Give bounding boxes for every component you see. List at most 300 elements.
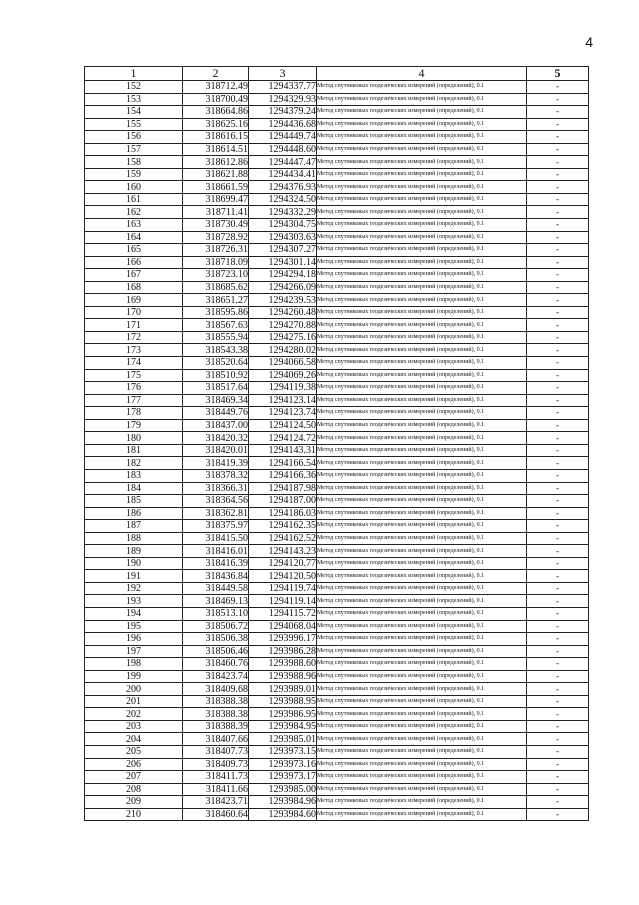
- method-cell: Метод спутниковых геодезических измерений (определений), 0.1: [317, 106, 527, 119]
- error-cell: -: [527, 720, 589, 733]
- method-cell: Метод спутниковых геодезических измерений (определений), 0.1: [317, 595, 527, 608]
- y-coordinate-cell: 1293996.17: [249, 633, 317, 646]
- table-row: [85, 708, 589, 721]
- table-row: [85, 545, 589, 558]
- point-number-cell: 180: [85, 432, 183, 445]
- error-cell: -: [527, 645, 589, 658]
- error-cell: -: [527, 118, 589, 131]
- table-row: [85, 520, 589, 533]
- y-coordinate-cell: 1294376.93: [249, 181, 317, 194]
- point-number-cell: 194: [85, 607, 183, 620]
- table-row: [85, 382, 589, 395]
- y-coordinate-cell: 1294266.09: [249, 281, 317, 294]
- point-number-cell: 201: [85, 695, 183, 708]
- error-cell: -: [527, 432, 589, 445]
- method-cell: Метод спутниковых геодезических измерений (определений), 0.1: [317, 193, 527, 206]
- y-coordinate-cell: 1293984.95: [249, 720, 317, 733]
- table-row: [85, 181, 589, 194]
- error-cell: -: [527, 520, 589, 533]
- point-number-cell: 159: [85, 168, 183, 181]
- x-coordinate-cell: 318506.38: [183, 633, 249, 646]
- coordinates-table: [84, 66, 589, 821]
- table-row: [85, 106, 589, 119]
- error-cell: -: [527, 382, 589, 395]
- y-coordinate-cell: 1293973.17: [249, 771, 317, 784]
- method-cell: Метод спутниковых геодезических измерений (определений), 0.1: [317, 658, 527, 671]
- y-coordinate-cell: 1294275.16: [249, 331, 317, 344]
- y-coordinate-cell: 1294307.27: [249, 244, 317, 257]
- y-coordinate-cell: 1294379.24: [249, 106, 317, 119]
- error-cell: -: [527, 658, 589, 671]
- point-number-cell: 175: [85, 369, 183, 382]
- point-number-cell: 164: [85, 231, 183, 244]
- y-coordinate-cell: 1294119.14: [249, 595, 317, 608]
- y-coordinate-cell: 1293985.00: [249, 783, 317, 796]
- x-coordinate-cell: 318616.15: [183, 131, 249, 144]
- table-row: [85, 444, 589, 457]
- error-cell: -: [527, 582, 589, 595]
- method-cell: Метод спутниковых геодезических измерений (определений), 0.1: [317, 419, 527, 432]
- method-cell: Метод спутниковых геодезических измерений (определений), 0.1: [317, 93, 527, 106]
- point-number-cell: 182: [85, 457, 183, 470]
- table-row: [85, 156, 589, 169]
- table-row: [85, 758, 589, 771]
- error-cell: -: [527, 495, 589, 508]
- method-cell: Метод спутниковых геодезических измерений (определений), 0.1: [317, 620, 527, 633]
- error-cell: -: [527, 369, 589, 382]
- point-number-cell: 161: [85, 193, 183, 206]
- x-coordinate-cell: 318416.39: [183, 557, 249, 570]
- y-coordinate-cell: 1294068.04: [249, 620, 317, 633]
- y-coordinate-cell: 1293984.60: [249, 808, 317, 821]
- point-number-cell: 187: [85, 520, 183, 533]
- y-coordinate-cell: 1294143.31: [249, 444, 317, 457]
- y-coordinate-cell: 1294143.23: [249, 545, 317, 558]
- method-cell: Метод спутниковых геодезических измерений (определений), 0.1: [317, 670, 527, 683]
- header-col-2: 2: [183, 67, 249, 81]
- point-number-cell: 196: [85, 633, 183, 646]
- table-row: [85, 771, 589, 784]
- error-cell: -: [527, 407, 589, 420]
- method-cell: Метод спутниковых геодезических измерений (определений), 0.1: [317, 520, 527, 533]
- method-cell: Метод спутниковых геодезических измерений (определений), 0.1: [317, 444, 527, 457]
- table-body: [85, 81, 589, 821]
- table-row: [85, 507, 589, 520]
- x-coordinate-cell: 318661.59: [183, 181, 249, 194]
- y-coordinate-cell: 1294449.74: [249, 131, 317, 144]
- method-cell: Метод спутниковых геодезических измерений (определений), 0.1: [317, 432, 527, 445]
- method-cell: Метод спутниковых геодезических измерений (определений), 0.1: [317, 645, 527, 658]
- table-row: [85, 796, 589, 809]
- x-coordinate-cell: 318730.49: [183, 219, 249, 232]
- point-number-cell: 168: [85, 281, 183, 294]
- error-cell: -: [527, 695, 589, 708]
- method-cell: Метод спутниковых геодезических измерений (определений), 0.1: [317, 156, 527, 169]
- table-row: [85, 595, 589, 608]
- method-cell: Метод спутниковых геодезических измерений (определений), 0.1: [317, 607, 527, 620]
- y-coordinate-cell: 1294124.72: [249, 432, 317, 445]
- table-row: [85, 582, 589, 595]
- x-coordinate-cell: 318366.31: [183, 482, 249, 495]
- point-number-cell: 199: [85, 670, 183, 683]
- error-cell: -: [527, 131, 589, 144]
- table-row: [85, 620, 589, 633]
- method-cell: Метод спутниковых геодезических измерений (определений), 0.1: [317, 683, 527, 696]
- table-row: [85, 394, 589, 407]
- point-number-cell: 208: [85, 783, 183, 796]
- error-cell: -: [527, 306, 589, 319]
- table-row: [85, 658, 589, 671]
- x-coordinate-cell: 318712.49: [183, 81, 249, 94]
- x-coordinate-cell: 318460.76: [183, 658, 249, 671]
- y-coordinate-cell: 1294448.60: [249, 143, 317, 156]
- method-cell: Метод спутниковых геодезических измерений (определений), 0.1: [317, 695, 527, 708]
- table-row: [85, 419, 589, 432]
- point-number-cell: 209: [85, 796, 183, 809]
- table-row: [85, 244, 589, 257]
- x-coordinate-cell: 318416.01: [183, 545, 249, 558]
- table-row: [85, 808, 589, 821]
- error-cell: -: [527, 444, 589, 457]
- point-number-cell: 210: [85, 808, 183, 821]
- x-coordinate-cell: 318621.88: [183, 168, 249, 181]
- y-coordinate-cell: 1294119.38: [249, 382, 317, 395]
- method-cell: Метод спутниковых геодезических измерений (определений), 0.1: [317, 708, 527, 721]
- error-cell: -: [527, 507, 589, 520]
- method-cell: Метод спутниковых геодезических измерений (определений), 0.1: [317, 81, 527, 94]
- error-cell: -: [527, 256, 589, 269]
- point-number-cell: 157: [85, 143, 183, 156]
- point-number-cell: 167: [85, 269, 183, 282]
- error-cell: -: [527, 570, 589, 583]
- x-coordinate-cell: 318718.09: [183, 256, 249, 269]
- y-coordinate-cell: 1293985.01: [249, 733, 317, 746]
- x-coordinate-cell: 318407.73: [183, 745, 249, 758]
- table-row: [85, 93, 589, 106]
- table-row: [85, 193, 589, 206]
- table-header-row: [85, 67, 589, 81]
- point-number-cell: 163: [85, 219, 183, 232]
- method-cell: Метод спутниковых геодезических измерений (определений), 0.1: [317, 143, 527, 156]
- method-cell: Метод спутниковых геодезических измерений (определений), 0.1: [317, 394, 527, 407]
- y-coordinate-cell: 1293973.15: [249, 745, 317, 758]
- x-coordinate-cell: 318375.97: [183, 520, 249, 533]
- method-cell: Метод спутниковых геодезических измерений (определений), 0.1: [317, 407, 527, 420]
- table-row: [85, 331, 589, 344]
- error-cell: -: [527, 206, 589, 219]
- y-coordinate-cell: 1294301.14: [249, 256, 317, 269]
- table-row: [85, 607, 589, 620]
- x-coordinate-cell: 318420.32: [183, 432, 249, 445]
- point-number-cell: 191: [85, 570, 183, 583]
- table-row: [85, 256, 589, 269]
- x-coordinate-cell: 318543.38: [183, 344, 249, 357]
- x-coordinate-cell: 318460.64: [183, 808, 249, 821]
- point-number-cell: 189: [85, 545, 183, 558]
- table-row: [85, 281, 589, 294]
- error-cell: -: [527, 193, 589, 206]
- point-number-cell: 162: [85, 206, 183, 219]
- point-number-cell: 177: [85, 394, 183, 407]
- error-cell: -: [527, 294, 589, 307]
- method-cell: Метод спутниковых геодезических измерений (определений), 0.1: [317, 557, 527, 570]
- error-cell: -: [527, 708, 589, 721]
- error-cell: -: [527, 545, 589, 558]
- y-coordinate-cell: 1293988.96: [249, 670, 317, 683]
- point-number-cell: 172: [85, 331, 183, 344]
- x-coordinate-cell: 318423.74: [183, 670, 249, 683]
- method-cell: Метод спутниковых геодезических измерений (определений), 0.1: [317, 532, 527, 545]
- error-cell: -: [527, 796, 589, 809]
- point-number-cell: 203: [85, 720, 183, 733]
- point-number-cell: 169: [85, 294, 183, 307]
- x-coordinate-cell: 318728.92: [183, 231, 249, 244]
- error-cell: -: [527, 733, 589, 746]
- method-cell: Метод спутниковых геодезических измерений (определений), 0.1: [317, 570, 527, 583]
- point-number-cell: 184: [85, 482, 183, 495]
- point-number-cell: 200: [85, 683, 183, 696]
- y-coordinate-cell: 1293986.28: [249, 645, 317, 658]
- point-number-cell: 156: [85, 131, 183, 144]
- method-cell: Метод спутниковых геодезических измерений (определений), 0.1: [317, 281, 527, 294]
- table-row: [85, 131, 589, 144]
- error-cell: -: [527, 783, 589, 796]
- point-number-cell: 195: [85, 620, 183, 633]
- method-cell: Метод спутниковых геодезических измерений (определений), 0.1: [317, 758, 527, 771]
- method-cell: Метод спутниковых геодезических измерений (определений), 0.1: [317, 168, 527, 181]
- y-coordinate-cell: 1294069.26: [249, 369, 317, 382]
- point-number-cell: 206: [85, 758, 183, 771]
- x-coordinate-cell: 318409.68: [183, 683, 249, 696]
- method-cell: Метод спутниковых геодезических измерений (определений), 0.1: [317, 344, 527, 357]
- point-number-cell: 193: [85, 595, 183, 608]
- y-coordinate-cell: 1294294.18: [249, 269, 317, 282]
- y-coordinate-cell: 1294337.77: [249, 81, 317, 94]
- point-number-cell: 183: [85, 469, 183, 482]
- y-coordinate-cell: 1294123.74: [249, 407, 317, 420]
- table-row: [85, 695, 589, 708]
- x-coordinate-cell: 318436.84: [183, 570, 249, 583]
- method-cell: Метод спутниковых геодезических измерений (определений), 0.1: [317, 269, 527, 282]
- y-coordinate-cell: 1294187.98: [249, 482, 317, 495]
- y-coordinate-cell: 1294436.68: [249, 118, 317, 131]
- method-cell: Метод спутниковых геодезических измерений (определений), 0.1: [317, 206, 527, 219]
- table-row: [85, 319, 589, 332]
- error-cell: -: [527, 620, 589, 633]
- point-number-cell: 158: [85, 156, 183, 169]
- x-coordinate-cell: 318625.16: [183, 118, 249, 131]
- point-number-cell: 153: [85, 93, 183, 106]
- method-cell: Метод спутниковых геодезических измерений (определений), 0.1: [317, 545, 527, 558]
- error-cell: -: [527, 595, 589, 608]
- table-row: [85, 118, 589, 131]
- table-row: [85, 469, 589, 482]
- x-coordinate-cell: 318437.00: [183, 419, 249, 432]
- method-cell: Метод спутниковых геодезических измерений (определений), 0.1: [317, 306, 527, 319]
- x-coordinate-cell: 318364.56: [183, 495, 249, 508]
- y-coordinate-cell: 1294447.47: [249, 156, 317, 169]
- table-row: [85, 733, 589, 746]
- error-cell: -: [527, 143, 589, 156]
- y-coordinate-cell: 1294270.88: [249, 319, 317, 332]
- x-coordinate-cell: 318567.63: [183, 319, 249, 332]
- x-coordinate-cell: 318449.76: [183, 407, 249, 420]
- table-row: [85, 357, 589, 370]
- x-coordinate-cell: 318685.62: [183, 281, 249, 294]
- method-cell: Метод спутниковых геодезических измерений (определений), 0.1: [317, 507, 527, 520]
- x-coordinate-cell: 318723.10: [183, 269, 249, 282]
- point-number-cell: 178: [85, 407, 183, 420]
- error-cell: -: [527, 344, 589, 357]
- table-row: [85, 720, 589, 733]
- table-row: [85, 745, 589, 758]
- y-coordinate-cell: 1293988.95: [249, 695, 317, 708]
- point-number-cell: 188: [85, 532, 183, 545]
- error-cell: -: [527, 81, 589, 94]
- point-number-cell: 198: [85, 658, 183, 671]
- method-cell: Метод спутниковых геодезических измерений (определений), 0.1: [317, 745, 527, 758]
- error-cell: -: [527, 394, 589, 407]
- error-cell: -: [527, 156, 589, 169]
- x-coordinate-cell: 318506.72: [183, 620, 249, 633]
- error-cell: -: [527, 633, 589, 646]
- y-coordinate-cell: 1294119.74: [249, 582, 317, 595]
- method-cell: Метод спутниковых геодезических измерений (определений), 0.1: [317, 231, 527, 244]
- method-cell: Метод спутниковых геодезических измерений (определений), 0.1: [317, 633, 527, 646]
- method-cell: Метод спутниковых геодезических измерений (определений), 0.1: [317, 256, 527, 269]
- point-number-cell: 160: [85, 181, 183, 194]
- table-row: [85, 206, 589, 219]
- method-cell: Метод спутниковых геодезических измерений (определений), 0.1: [317, 131, 527, 144]
- x-coordinate-cell: 318651.27: [183, 294, 249, 307]
- method-cell: Метод спутниковых геодезических измерений (определений), 0.1: [317, 720, 527, 733]
- table-row: [85, 645, 589, 658]
- y-coordinate-cell: 1294124.50: [249, 419, 317, 432]
- method-cell: Метод спутниковых геодезических измерений (определений), 0.1: [317, 244, 527, 257]
- header-col-5: 5: [527, 67, 589, 81]
- table-row: [85, 482, 589, 495]
- table-row: [85, 432, 589, 445]
- error-cell: -: [527, 331, 589, 344]
- x-coordinate-cell: 318388.38: [183, 708, 249, 721]
- error-cell: -: [527, 269, 589, 282]
- y-coordinate-cell: 1293986.95: [249, 708, 317, 721]
- method-cell: Метод спутниковых геодезических измерений (определений), 0.1: [317, 357, 527, 370]
- error-cell: -: [527, 168, 589, 181]
- error-cell: -: [527, 469, 589, 482]
- y-coordinate-cell: 1294115.72: [249, 607, 317, 620]
- y-coordinate-cell: 1294162.52: [249, 532, 317, 545]
- x-coordinate-cell: 318510.92: [183, 369, 249, 382]
- method-cell: Метод спутниковых геодезических измерений (определений), 0.1: [317, 469, 527, 482]
- y-coordinate-cell: 1294187.00: [249, 495, 317, 508]
- x-coordinate-cell: 318595.86: [183, 306, 249, 319]
- point-number-cell: 171: [85, 319, 183, 332]
- method-cell: Метод спутниковых геодезических измерений (определений), 0.1: [317, 331, 527, 344]
- error-cell: -: [527, 670, 589, 683]
- x-coordinate-cell: 318726.31: [183, 244, 249, 257]
- error-cell: -: [527, 93, 589, 106]
- error-cell: -: [527, 457, 589, 470]
- error-cell: -: [527, 319, 589, 332]
- x-coordinate-cell: 318411.73: [183, 771, 249, 784]
- error-cell: -: [527, 231, 589, 244]
- x-coordinate-cell: 318449.58: [183, 582, 249, 595]
- page-number: 4: [585, 34, 593, 50]
- table-row: [85, 570, 589, 583]
- error-cell: -: [527, 106, 589, 119]
- x-coordinate-cell: 318614.51: [183, 143, 249, 156]
- y-coordinate-cell: 1294304.75: [249, 219, 317, 232]
- x-coordinate-cell: 318419.39: [183, 457, 249, 470]
- point-number-cell: 204: [85, 733, 183, 746]
- error-cell: -: [527, 557, 589, 570]
- x-coordinate-cell: 318388.38: [183, 695, 249, 708]
- x-coordinate-cell: 318388.39: [183, 720, 249, 733]
- x-coordinate-cell: 318469.34: [183, 394, 249, 407]
- table-row: [85, 344, 589, 357]
- y-coordinate-cell: 1293973.16: [249, 758, 317, 771]
- x-coordinate-cell: 318362.81: [183, 507, 249, 520]
- x-coordinate-cell: 318469.13: [183, 595, 249, 608]
- point-number-cell: 197: [85, 645, 183, 658]
- y-coordinate-cell: 1294166.36: [249, 469, 317, 482]
- method-cell: Метод спутниковых геодезических измерений (определений), 0.1: [317, 495, 527, 508]
- point-number-cell: 152: [85, 81, 183, 94]
- y-coordinate-cell: 1294162.35: [249, 520, 317, 533]
- error-cell: -: [527, 683, 589, 696]
- y-coordinate-cell: 1293988.60: [249, 658, 317, 671]
- method-cell: Метод спутниковых геодезических измерений (определений), 0.1: [317, 118, 527, 131]
- y-coordinate-cell: 1294303.63: [249, 231, 317, 244]
- y-coordinate-cell: 1294260.48: [249, 306, 317, 319]
- point-number-cell: 207: [85, 771, 183, 784]
- x-coordinate-cell: 318506.46: [183, 645, 249, 658]
- point-number-cell: 181: [85, 444, 183, 457]
- error-cell: -: [527, 482, 589, 495]
- x-coordinate-cell: 318420.01: [183, 444, 249, 457]
- point-number-cell: 173: [85, 344, 183, 357]
- method-cell: Метод спутниковых геодезических измерений (определений), 0.1: [317, 181, 527, 194]
- point-number-cell: 185: [85, 495, 183, 508]
- table-row: [85, 557, 589, 570]
- method-cell: Метод спутниковых геодезических измерений (определений), 0.1: [317, 382, 527, 395]
- method-cell: Метод спутниковых геодезических измерений (определений), 0.1: [317, 219, 527, 232]
- x-coordinate-cell: 318664.86: [183, 106, 249, 119]
- error-cell: -: [527, 532, 589, 545]
- error-cell: -: [527, 181, 589, 194]
- point-number-cell: 155: [85, 118, 183, 131]
- table-row: [85, 532, 589, 545]
- y-coordinate-cell: 1294280.02: [249, 344, 317, 357]
- y-coordinate-cell: 1294123.14: [249, 394, 317, 407]
- point-number-cell: 192: [85, 582, 183, 595]
- method-cell: Метод спутниковых геодезических измерений (определений), 0.1: [317, 582, 527, 595]
- error-cell: -: [527, 758, 589, 771]
- point-number-cell: 186: [85, 507, 183, 520]
- header-col-3: 3: [249, 67, 317, 81]
- x-coordinate-cell: 318423.71: [183, 796, 249, 809]
- table-row: [85, 143, 589, 156]
- method-cell: Метод спутниковых геодезических измерений (определений), 0.1: [317, 294, 527, 307]
- y-coordinate-cell: 1294324.50: [249, 193, 317, 206]
- method-cell: Метод спутниковых геодезических измерений (определений), 0.1: [317, 808, 527, 821]
- point-number-cell: 205: [85, 745, 183, 758]
- table-row: [85, 231, 589, 244]
- error-cell: -: [527, 281, 589, 294]
- table-row: [85, 81, 589, 94]
- x-coordinate-cell: 318612.86: [183, 156, 249, 169]
